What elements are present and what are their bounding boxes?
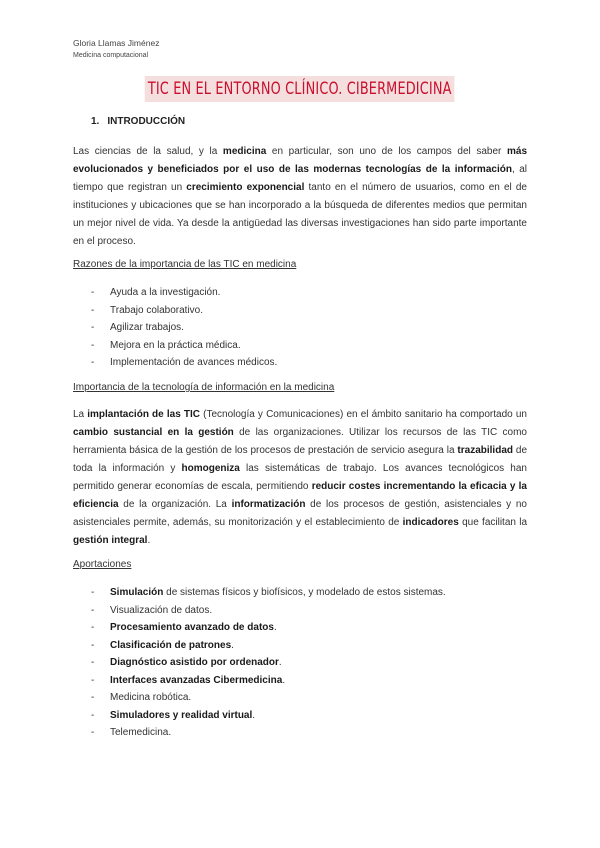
bold-run: reducir costes incrementando la eficacia y la eficiencia	[73, 481, 527, 510]
list-item-bold: Clasificación de patrones	[110, 639, 232, 651]
list-item-text: .	[252, 709, 256, 721]
section-heading	[91, 116, 185, 127]
list-item-bold: Interfaces avanzadas Cibermedicina	[110, 674, 283, 686]
list-item-text: Implementación de avances médicos.	[110, 357, 278, 368]
author-name: Gloria Llamas Jiménez	[73, 38, 160, 48]
intro-paragraph	[73, 143, 527, 251]
dash-bullet: -	[91, 639, 95, 651]
list-item	[91, 637, 446, 655]
dash-bullet: -	[91, 287, 95, 298]
list-item	[91, 724, 446, 742]
list-item	[91, 284, 277, 302]
razones-heading: Razones de la importancia de las TIC en medicina	[73, 259, 297, 270]
text-run: en particular, son uno de los campos del saber	[266, 146, 507, 157]
aportaciones-heading: Aportaciones	[73, 559, 132, 570]
text-run: (Tecnología y Comunicaciones) en el ámbito sanitario ha comportado un	[199, 409, 527, 420]
list-item	[91, 619, 446, 637]
list-item-text: Visualización de datos.	[110, 604, 213, 616]
list-item-text: .	[282, 674, 286, 686]
list-item-text: .	[278, 657, 282, 668]
list-item	[91, 654, 446, 672]
text-run: las sistemáticas de trabajo. Los avances tecnológicos han permitido generar economías de escala, permitiendo	[73, 463, 527, 492]
dash-bullet: -	[91, 604, 95, 616]
bold-run: trazabilidad	[457, 445, 513, 456]
list-item-text: Agilizar trabajos.	[110, 322, 184, 333]
text-run: que facilitan la	[458, 517, 528, 528]
bold-run: informatización	[231, 499, 306, 510]
list-item	[91, 302, 277, 320]
dash-bullet: -	[91, 339, 95, 351]
text-run: Las ciencias de la salud, y la	[73, 146, 223, 157]
dash-bullet: -	[91, 622, 95, 633]
list-item-bold: Diagnóstico asistido por ordenador	[110, 657, 279, 668]
text-run: de la organización. La	[118, 499, 232, 510]
importancia-heading: Importancia de la tecnología de información en la medicina	[73, 382, 335, 393]
razones-list	[91, 284, 277, 372]
list-item	[91, 354, 277, 372]
list-item	[91, 337, 277, 355]
page-title: TIC EN EL ENTORNO CLÍNICO. CIBERMEDICINA	[145, 76, 455, 102]
title-wrapper	[0, 76, 600, 102]
list-item-text: Mejora en la práctica médica.	[110, 339, 241, 351]
list-item-text: Telemedicina.	[110, 727, 172, 738]
list-item-text: Medicina robótica.	[110, 692, 192, 703]
aportaciones-list	[91, 584, 446, 742]
text-run: de las organizaciones. Utilizar los recursos de las TIC como herramienta básica de la gestión de los procesos de prestación de servicio asegura la	[73, 427, 527, 456]
text-run: La	[73, 409, 88, 420]
dash-bullet: -	[91, 727, 95, 738]
text-run: de toda la información y	[73, 445, 528, 474]
bold-run: gestión integral	[73, 535, 148, 546]
list-item-text: .	[231, 639, 234, 651]
list-item	[91, 319, 277, 337]
bold-run: crecimiento exponencial	[186, 182, 305, 193]
list-item	[91, 602, 446, 620]
importancia-paragraph	[73, 406, 527, 550]
bold-run: más evolucionados y beneficiados por el uso de las modernas tecnologías de la información	[73, 146, 527, 175]
page-header	[73, 37, 159, 61]
text-run: tanto en el número de usuarios, como en el de instituciones y ubicaciones que se han incorporado a la búsqueda de diferentes medios que permitan un mejor nivel de vida. Ya desde la antigüedad las diversas investigaciones han sido parte importante en el proceso.	[73, 182, 527, 247]
bold-run: cambio sustancial en la gestión	[73, 427, 234, 438]
dash-bullet: -	[91, 304, 95, 316]
list-item-text: de sistemas físicos y biofísicos, y modelado de estos sistemas.	[163, 587, 446, 598]
list-item	[91, 584, 446, 602]
list-item-bold: Simulación	[110, 587, 164, 598]
list-item-text: Trabajo colaborativo.	[110, 304, 204, 316]
list-item	[91, 707, 446, 725]
dash-bullet: -	[91, 322, 95, 333]
bold-run: homogeniza	[181, 463, 240, 474]
list-item-text: .	[273, 622, 277, 633]
list-item	[91, 672, 446, 690]
list-item-bold: Procesamiento avanzado de datos	[110, 622, 274, 633]
dash-bullet: -	[91, 357, 95, 368]
dash-bullet: -	[91, 587, 95, 598]
section-title: INTRODUCCIÓN	[107, 116, 186, 127]
bold-run: indicadores	[402, 517, 459, 528]
dash-bullet: -	[91, 692, 95, 703]
bold-run: implantación de las TIC	[87, 409, 200, 420]
dash-bullet: -	[91, 674, 95, 686]
text-run: , al tiempo que registran un	[73, 164, 528, 193]
text-run: .	[147, 535, 151, 546]
section-number: 1.	[91, 116, 100, 127]
dash-bullet: -	[91, 709, 95, 721]
dash-bullet: -	[91, 657, 95, 668]
list-item-text: Ayuda a la investigación.	[110, 287, 221, 298]
course-name: Medicina computacional	[73, 52, 149, 59]
text-run: de los procesos de gestión, asistenciales y no asistenciales permite, además, su monitorización y el establecimiento de	[73, 499, 527, 528]
bold-run: medicina	[222, 146, 267, 157]
list-item-bold: Simuladores y realidad virtual	[110, 709, 253, 721]
list-item	[91, 689, 446, 707]
